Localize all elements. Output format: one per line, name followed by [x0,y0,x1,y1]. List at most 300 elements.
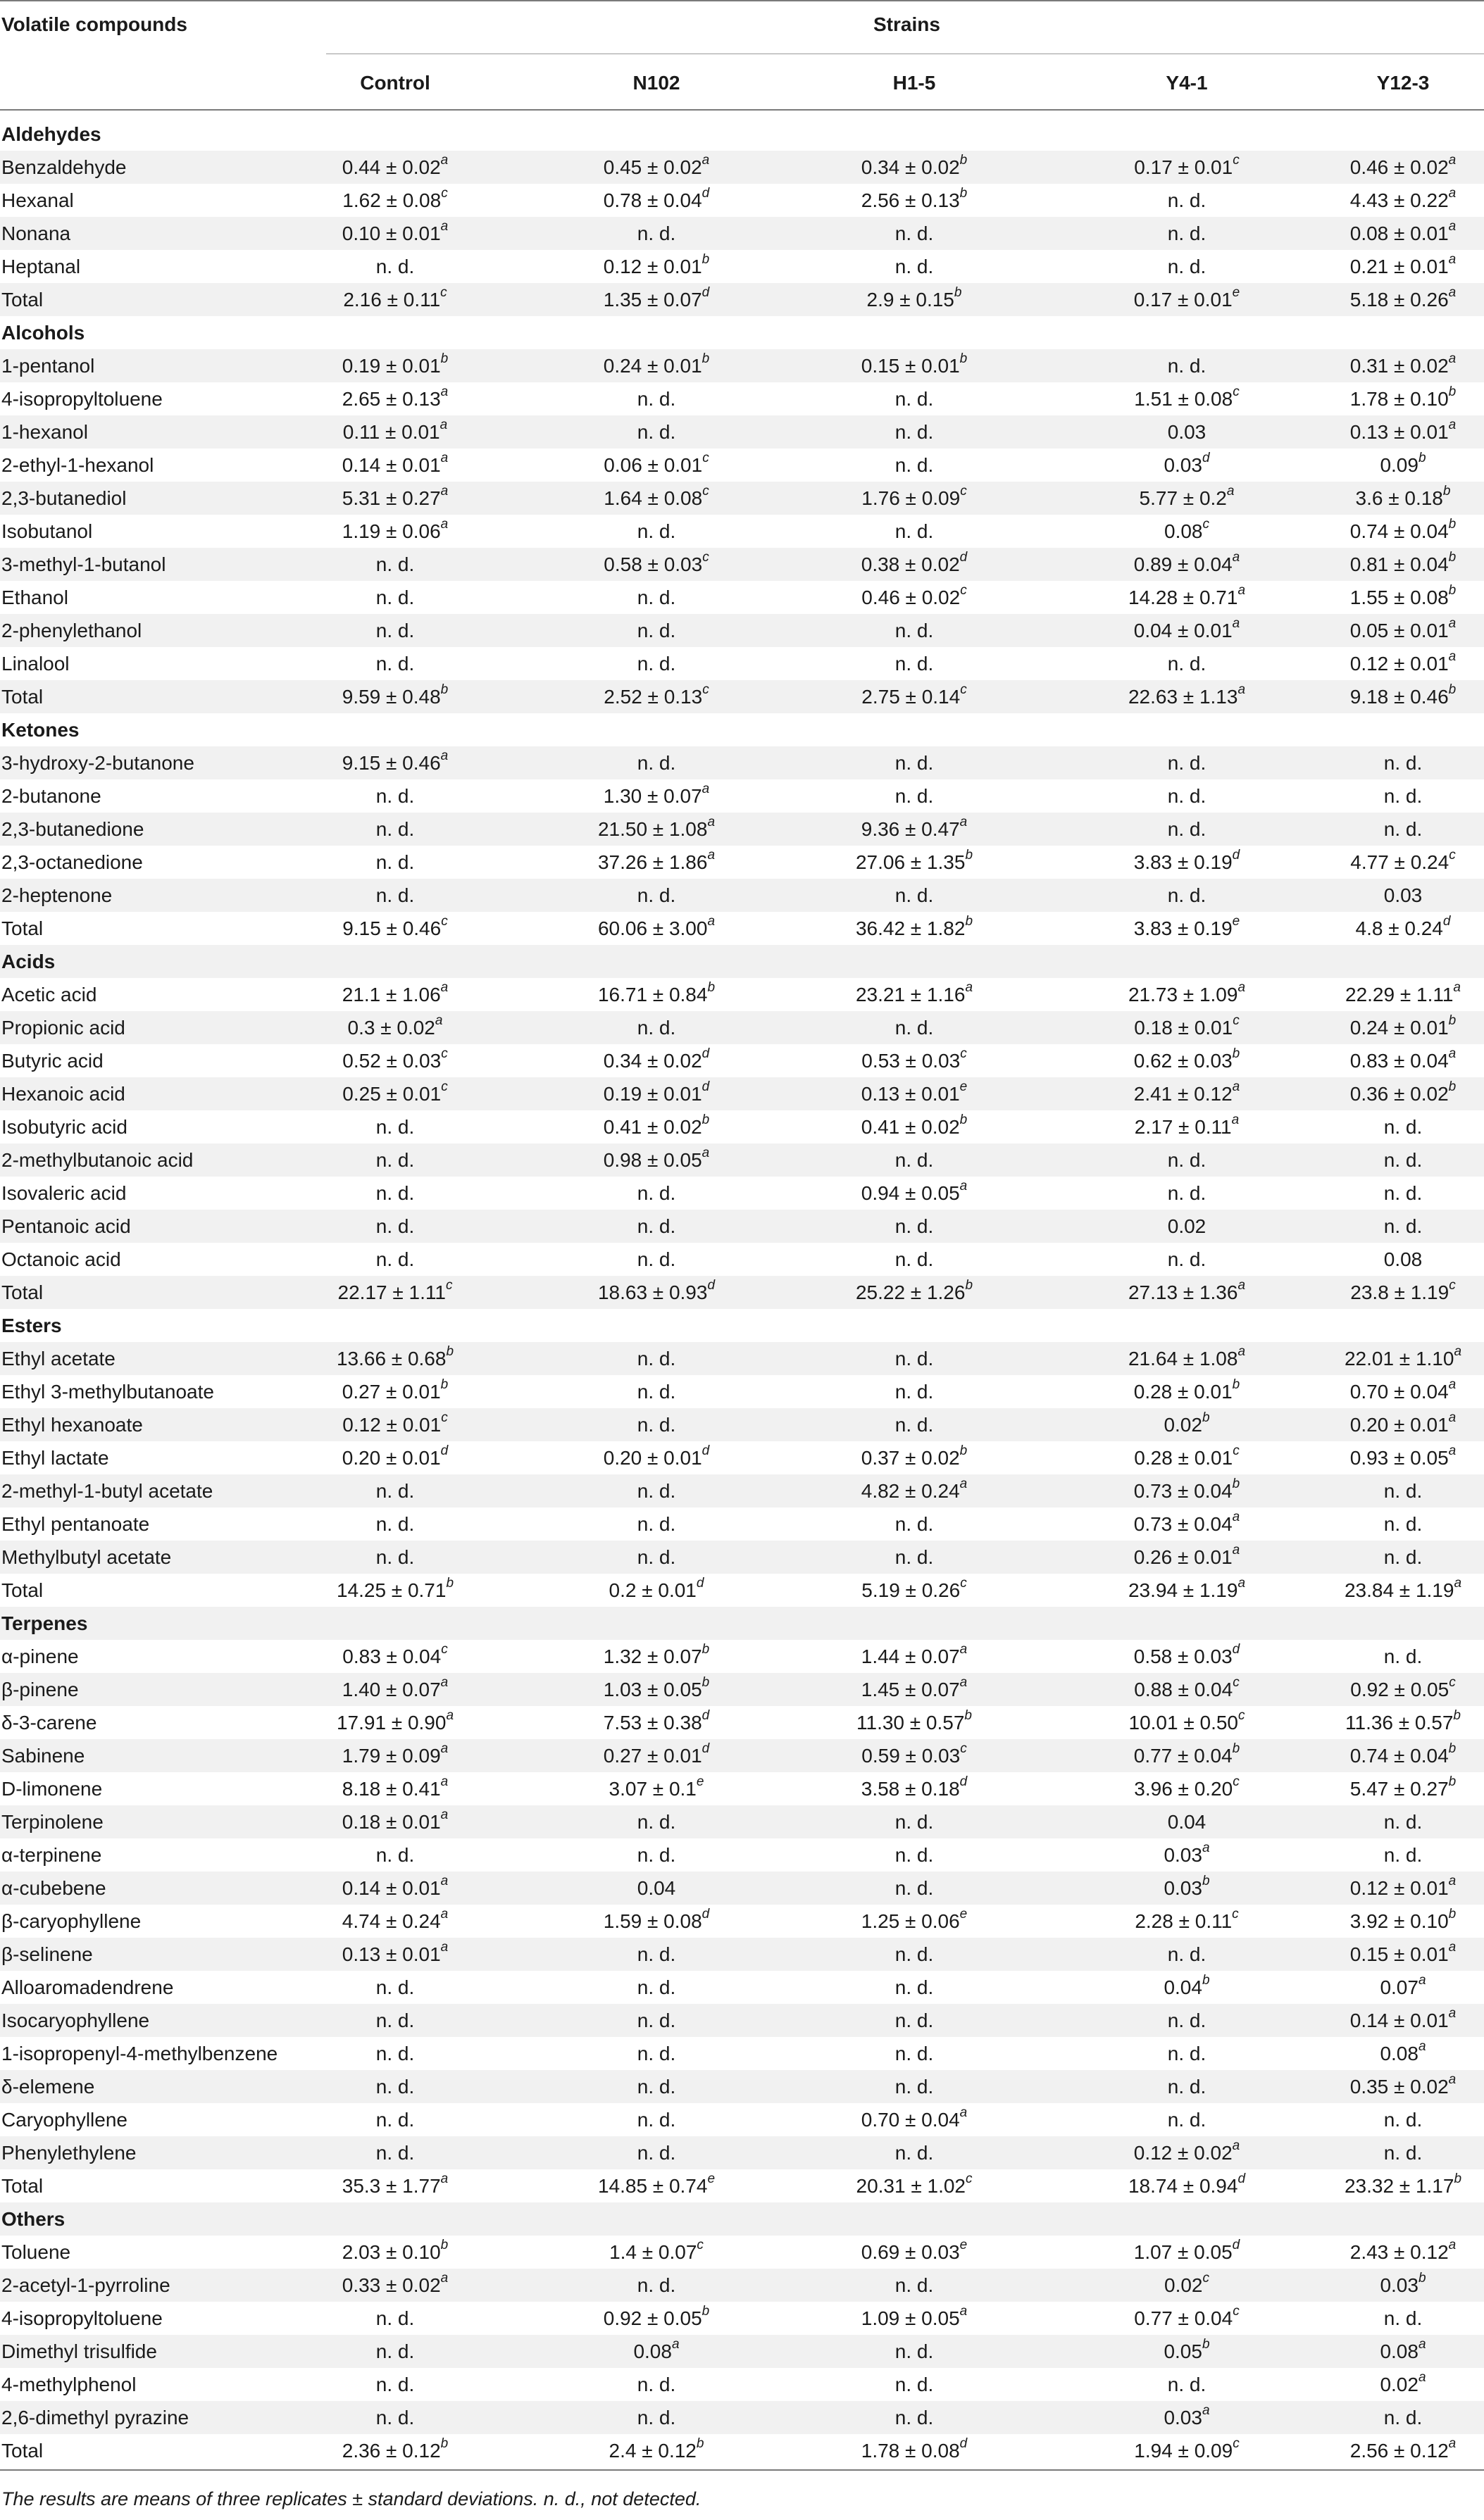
value-text: 1.79 ± 0.09 [342,1745,441,1767]
value-text: 0.12 ± 0.01 [603,256,702,277]
significance-letter: b [1418,2270,1426,2286]
table-row [0,548,1484,581]
value-cell [1276,449,1484,482]
category-label: Esters [1,1315,62,1336]
significance-letter: a [1202,2402,1210,2418]
value-text: n. d. [637,2043,676,2064]
significance-letter: a [702,152,710,168]
compound-name: 2-ethyl-1-hexanol [1,454,154,476]
significance-letter: c [960,1046,967,1061]
value-cell [787,1706,1041,1739]
value-text: 2.28 ± 0.11 [1135,1910,1233,1932]
value-text: 23.32 ± 1.17 [1344,2175,1454,2197]
significance-letter: b [1448,1774,1457,1789]
value-cell [530,1110,783,1143]
value-cell [1060,813,1314,846]
significance-letter: a [702,781,710,796]
value-text: n. d. [375,1480,415,1502]
value-text: 37.26 ± 1.86 [597,851,708,873]
significance-letter: c [966,2171,973,2186]
value-text: 18.74 ± 0.94 [1128,2175,1238,2197]
value-cell [1060,581,1314,614]
value-text: n. d. [375,2142,415,2164]
significance-letter: b [965,1277,973,1293]
value-cell [787,2269,1041,2302]
value-cell [1276,779,1484,813]
value-cell [530,614,783,647]
significance-letter: b [1448,682,1457,697]
value-cell [268,449,522,482]
value-text: 0.04 [637,1877,676,1899]
significance-letter: c [441,1410,448,1425]
value-text: 0.04 ± 0.01 [1133,620,1233,641]
value-cell [1276,1838,1484,1872]
value-cell [787,2335,1041,2368]
value-cell [530,779,783,813]
value-text: n. d. [1167,256,1206,277]
value-text: 0.24 ± 0.01 [1349,1017,1449,1039]
value-cell [530,1971,783,2004]
compound-name: Benzaldehyde [1,156,127,178]
value-cell [1060,1474,1314,1507]
significance-letter: a [707,847,716,863]
significance-letter: d [702,1443,710,1458]
significance-letter: d [702,1046,710,1061]
value-text: 27.13 ± 1.36 [1128,1281,1238,1303]
value-text: n. d. [375,785,415,807]
significance-letter: c [960,682,967,697]
value-text: 0.13 ± 0.01 [861,1083,960,1105]
value-text: 0.94 ± 0.05 [861,1182,960,1204]
value-text: 0.02 [1167,1215,1206,1237]
value-text: n. d. [637,1513,676,1535]
significance-letter: a [1418,2336,1426,2352]
category-row [0,945,1484,978]
significance-letter: a [1418,1972,1426,1988]
value-cell [1276,283,1484,316]
value-cell [1276,2434,1484,2467]
value-text: 2.4 ± 0.12 [609,2440,697,2462]
value-cell [1276,1507,1484,1541]
value-text: 0.14 ± 0.01 [342,1877,441,1899]
significance-letter: b [1442,483,1451,499]
table-row [0,1805,1484,1838]
value-text: 0.02 [1380,2374,1418,2395]
value-cell [1276,548,1484,581]
significance-letter: a [1448,648,1457,664]
value-cell [1060,1574,1314,1607]
significance-letter: a [1448,284,1457,300]
table-row [0,482,1484,515]
value-cell [1276,1772,1484,1805]
value-cell [787,1971,1041,2004]
value-text: 11.36 ± 0.57 [1345,1712,1454,1734]
value-cell [787,1739,1041,1772]
value-cell [787,349,1041,382]
value-text: 2.03 ± 0.10 [342,2241,441,2263]
value-cell [1060,2070,1314,2103]
value-text: 5.18 ± 0.26 [1349,289,1449,311]
significance-letter: b [959,351,968,366]
compound-name: Butyric acid [1,1050,104,1072]
compound-name: Heptanal [1,256,81,277]
significance-letter: b [1202,1972,1210,1988]
value-cell [787,1077,1041,1110]
compound-name: 2-methyl-1-butyl acetate [1,1480,213,1502]
compound-name: 2,6-dimethyl pyrazine [1,2407,189,2428]
value-cell [268,151,522,184]
value-text: 0.15 ± 0.01 [1349,1943,1449,1965]
value-text: 0.46 ± 0.02 [861,587,961,608]
value-cell [268,250,522,283]
value-text: n. d. [637,752,676,774]
value-text: 2.65 ± 0.13 [342,388,441,410]
value-text: 0.13 ± 0.01 [1349,421,1449,443]
total-row [0,1276,1484,1309]
table-row [0,1905,1484,1938]
significance-letter: a [440,152,449,168]
value-cell [268,515,522,548]
compound-name: 2,3-butanediol [1,487,127,509]
significance-letter: a [1448,1410,1457,1425]
value-text: 11.30 ± 0.57 [856,1712,965,1734]
significance-letter: b [1448,516,1457,532]
value-text: n. d. [637,1017,676,1039]
value-text: n. d. [1383,1149,1423,1171]
significance-letter: a [440,1674,449,1690]
value-text: 22.17 ± 1.11 [337,1281,446,1303]
table-row [0,1375,1484,1408]
table-row [0,1044,1484,1077]
value-cell [787,1276,1041,1309]
value-text: n. d. [1167,1248,1206,1270]
value-cell [268,1805,522,1838]
value-text: 13.66 ± 0.68 [336,1348,447,1369]
value-text: 0.12 ± 0.01 [1349,1877,1449,1899]
value-cell [787,2434,1041,2467]
compound-name: 2-phenylethanol [1,620,142,641]
value-cell [787,1441,1041,1474]
significance-letter: d [1232,1641,1240,1657]
significance-letter: a [959,2105,968,2120]
value-cell [268,1243,522,1276]
value-cell [1060,1408,1314,1441]
significance-letter: c [1233,2436,1240,2451]
significance-letter: b [1202,1873,1210,1888]
significance-letter: a [1237,1575,1246,1591]
significance-letter: b [1448,1079,1457,1094]
value-text: 0.18 ± 0.01 [342,1811,441,1833]
value-text: 0.58 ± 0.03 [1133,1645,1233,1667]
value-cell [787,283,1041,316]
value-text: n. d. [375,884,415,906]
value-cell [787,2070,1041,2103]
value-cell [787,846,1041,879]
table-row [0,1210,1484,1243]
category-label: Alcohols [1,322,85,344]
value-cell [268,1706,522,1739]
value-text: 0.77 ± 0.04 [1133,1745,1233,1767]
value-text: 9.36 ± 0.47 [861,818,960,840]
compound-name: α-terpinene [1,1844,102,1866]
value-cell [530,1044,783,1077]
value-cell [530,2037,783,2070]
value-text: 5.19 ± 0.26 [861,1579,961,1601]
significance-letter: a [440,218,449,234]
compound-name: Total [1,289,44,311]
value-text: n. d. [637,388,676,410]
value-text: 0.03 [1167,421,1206,443]
significance-letter: b [446,1575,454,1591]
value-text: n. d. [637,2010,676,2031]
value-text: n. d. [894,1844,934,1866]
value-cell [787,1772,1041,1805]
compound-name: 4-isopropyltoluene [1,388,163,410]
significance-letter: b [702,351,710,366]
value-text: n. d. [894,2407,934,2428]
significance-letter: d [959,1774,968,1789]
value-text: 0.36 ± 0.02 [1349,1083,1449,1105]
value-cell [1060,846,1314,879]
value-cell [268,581,522,614]
compound-name: Total [1,2440,44,2462]
table-row [0,1011,1484,1044]
significance-letter: c [440,284,447,300]
value-text: 0.52 ± 0.03 [342,1050,442,1072]
value-cell [787,2302,1041,2335]
table-row [0,1243,1484,1276]
value-text: 0.19 ± 0.01 [603,1083,702,1105]
significance-letter: b [954,284,962,300]
value-text: 0.08 [1380,2043,1418,2064]
significance-letter: a [959,1641,968,1657]
value-text: 9.59 ± 0.48 [342,686,441,708]
value-cell [787,449,1041,482]
value-cell [268,283,522,316]
value-cell [1276,1574,1484,1607]
value-text: 1.44 ± 0.07 [861,1645,960,1667]
value-cell [268,2037,522,2070]
value-text: 1.30 ± 0.07 [603,785,702,807]
value-cell [787,1474,1041,1507]
compound-name: Octanoic acid [1,1248,121,1270]
value-text: n. d. [1383,2142,1423,2164]
value-text: n. d. [894,2010,934,2031]
value-cell [787,2236,1041,2269]
significance-letter: a [1448,1939,1457,1955]
value-text: 23.8 ± 1.19 [1350,1281,1449,1303]
table-row [0,1408,1484,1441]
significance-letter: c [960,1575,967,1591]
value-text: 21.1 ± 1.06 [342,984,441,1005]
value-cell [1276,978,1484,1011]
value-cell [268,1739,522,1772]
value-cell [1060,1838,1314,1872]
value-cell [787,382,1041,415]
compound-name: Methylbutyl acetate [1,1546,172,1568]
value-text: 4.82 ± 0.24 [861,1480,960,1502]
table-row [0,1507,1484,1541]
significance-letter: a [1232,549,1240,565]
value-text: n. d. [375,2407,415,2428]
significance-letter: a [1448,1873,1457,1888]
value-text: n. d. [894,1414,934,1436]
value-cell [268,846,522,879]
value-text: n. d. [1383,818,1423,840]
value-cell [530,1739,783,1772]
significance-letter: d [702,284,710,300]
value-cell [530,1441,783,1474]
value-cell [268,382,522,415]
compound-name: α-pinene [1,1645,79,1667]
value-text: 21.50 ± 1.08 [597,818,708,840]
table-row [0,1938,1484,1971]
value-cell [1276,2037,1484,2070]
value-text: 25.22 ± 1.26 [855,1281,966,1303]
table-row [0,2302,1484,2335]
value-text: 2.36 ± 0.12 [342,2440,441,2462]
significance-letter: c [702,549,709,565]
value-cell [787,1210,1041,1243]
value-cell [1276,250,1484,283]
value-cell [1060,2335,1314,2368]
value-text: n. d. [637,587,676,608]
table-row [0,382,1484,415]
value-text: n. d. [894,1943,934,1965]
table-row [0,2103,1484,2136]
value-cell [787,1872,1041,1905]
significance-letter: a [440,1873,449,1888]
top-rule [0,0,1484,1]
value-cell [1276,1971,1484,2004]
value-text: n. d. [1383,2109,1423,2131]
significance-letter: c [1233,152,1240,168]
significance-letter: d [702,1707,710,1723]
total-row [0,912,1484,945]
value-cell [787,1838,1041,1872]
value-text: 0.03 [1380,2274,1418,2296]
value-cell [787,879,1041,912]
significance-letter: b [1454,2171,1462,2186]
value-cell [1060,2103,1314,2136]
significance-letter: a [1226,483,1235,499]
value-cell [1060,746,1314,779]
value-cell [1060,1441,1314,1474]
value-text: 0.62 ± 0.03 [1133,1050,1233,1072]
value-cell [530,680,783,713]
significance-letter: a [1232,1509,1240,1524]
category-label: Others [1,2208,66,2230]
value-cell [787,1110,1041,1143]
value-text: n. d. [1167,785,1206,807]
value-text: 0.73 ± 0.04 [1133,1480,1233,1502]
value-text: n. d. [375,1182,415,1204]
value-text: n. d. [637,1480,676,1502]
significance-letter: a [440,748,449,763]
value-text: 0.19 ± 0.01 [342,355,441,377]
value-cell [1060,1342,1314,1375]
value-text: n. d. [1383,1645,1423,1667]
value-text: 60.06 ± 3.00 [597,917,708,939]
significance-letter: a [1448,152,1457,168]
value-text: 3.6 ± 0.18 [1355,487,1443,509]
value-cell [268,978,522,1011]
value-cell [268,1507,522,1541]
compound-name: δ-elemene [1,2076,95,2098]
table-row [0,647,1484,680]
value-text: 23.84 ± 1.19 [1344,1579,1454,1601]
significance-letter: a [1202,1840,1210,1855]
value-cell [1276,349,1484,382]
value-cell [1276,680,1484,713]
value-cell [268,548,522,581]
significance-letter: a [440,1741,449,1756]
value-text: n. d. [375,2109,415,2131]
significance-letter: e [959,1906,968,1922]
value-text: 0.70 ± 0.04 [861,2109,960,2131]
compound-name: 4-methylphenol [1,2374,137,2395]
value-cell [787,217,1041,250]
significance-letter: b [702,1641,710,1657]
value-text: n. d. [894,2142,934,2164]
value-text: 5.31 ± 0.27 [342,487,441,509]
table-row [0,349,1484,382]
value-text: n. d. [894,785,934,807]
value-text: n. d. [1383,1215,1423,1237]
value-text: 3.58 ± 0.18 [861,1778,960,1800]
value-cell [1060,184,1314,217]
value-cell [530,846,783,879]
value-cell [1060,1872,1314,1905]
value-text: 0.14 ± 0.01 [342,454,441,476]
value-text: 3.83 ± 0.19 [1133,851,1233,873]
value-cell [530,1507,783,1541]
table-row [0,2401,1484,2434]
value-text: n. d. [375,1546,415,1568]
value-cell [787,680,1041,713]
value-cell [530,879,783,912]
compound-name: Propionic acid [1,1017,125,1039]
value-text: n. d. [894,222,934,244]
value-text: n. d. [637,653,676,675]
value-cell [530,746,783,779]
table-row [0,2236,1484,2269]
value-text: n. d. [637,620,676,641]
significance-letter: a [965,979,973,995]
value-text: 4.74 ± 0.24 [342,1910,441,1932]
value-cell [787,1640,1041,1673]
value-text: n. d. [375,1844,415,1866]
significance-letter: e [959,2237,968,2252]
compound-name: Isocaryophyllene [1,2010,150,2031]
value-cell [1060,779,1314,813]
value-cell [268,1640,522,1673]
table-row [0,1110,1484,1143]
table-row [0,184,1484,217]
value-cell [1276,1177,1484,1210]
value-text: 1.78 ± 0.08 [861,2440,960,2462]
value-text: n. d. [637,1248,676,1270]
value-text: 10.01 ± 0.50 [1128,1712,1238,1734]
significance-letter: b [965,913,973,929]
value-cell [530,1872,783,1905]
value-text: n. d. [637,1943,676,1965]
value-text: n. d. [894,2274,934,2296]
value-text: 1.03 ± 0.05 [603,1679,702,1700]
table-row [0,415,1484,449]
table-row [0,1077,1484,1110]
value-text: 0.77 ± 0.04 [1134,2307,1233,2329]
